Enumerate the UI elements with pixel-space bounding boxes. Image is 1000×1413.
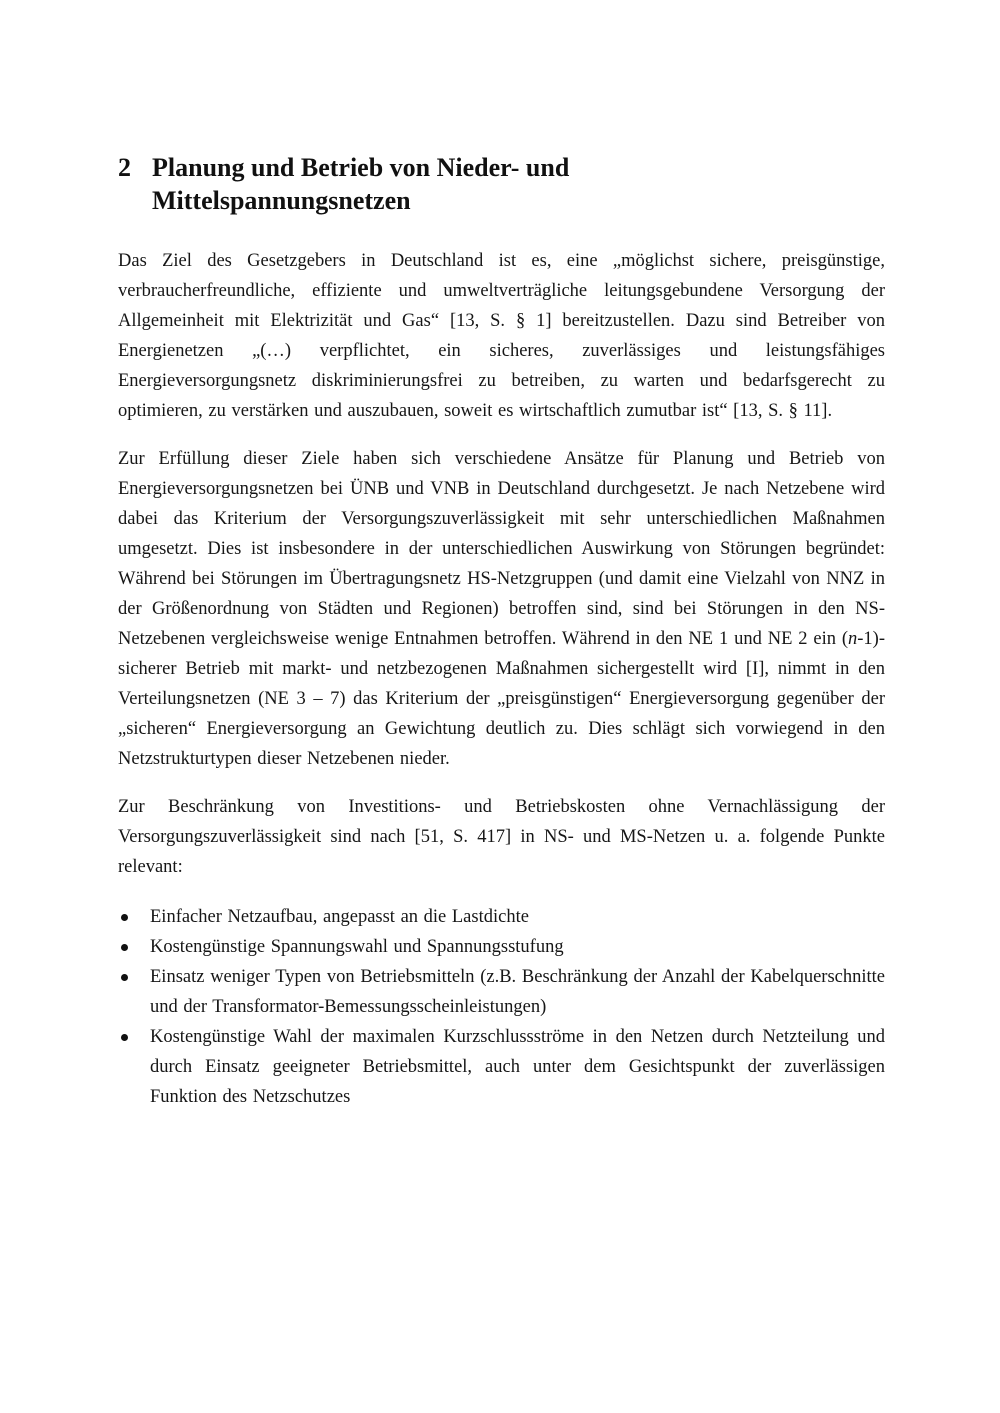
bullet-icon (121, 974, 128, 981)
bullet-text: Einfacher Netzaufbau, angepasst an die Lastdichte (150, 907, 529, 927)
section-title-line1: Planung und Betrieb von Nieder- und (152, 153, 570, 182)
bullet-icon (121, 1034, 128, 1041)
section-heading (118, 151, 885, 217)
bullet-list (118, 902, 885, 1112)
bullet-item-short-circuit-currents (118, 1022, 885, 1112)
bullet-item-network-structure (118, 902, 885, 932)
bullet-icon (121, 914, 128, 921)
bullet-item-equipment-types (118, 962, 885, 1022)
paragraph-cost-limitation: Zur Beschränkung von Investitions- und Betriebskosten ohne Vernachlässigung der Versorgungszuverlässigkeit sind nach [51, S. 417] in NS- und MS-Netzen u. a. folgende Punkte relevant: (118, 797, 885, 877)
bullet-icon (121, 944, 128, 951)
bullet-text: Einsatz weniger Typen von Betriebsmitteln (z.B. Beschränkung der Anzahl der Kabelquerschnitte und der Transformator-Bemessungsscheinleistungen) (150, 967, 885, 1017)
bullet-item-voltage-choice (118, 932, 885, 962)
section-title-line2: Mittelspannungsnetzen (152, 186, 411, 215)
bullet-text: Kostengünstige Spannungswahl und Spannungsstufung (150, 937, 564, 957)
section-number: 2 (118, 153, 131, 182)
bullet-text: Kostengünstige Wahl der maximalen Kurzschlussströme in den Netzen durch Netzteilung und durch Einsatz geeigneter Betriebsmittel, auch unter dem Gesichtspunkt der zuverlässigen Funktion des Netzschutzes (150, 1027, 885, 1107)
section-title (152, 151, 885, 217)
paragraph-planning-approaches: Zur Erfüllung dieser Ziele haben sich verschiedene Ansätze für Planung und Betrieb von Energieversorgungsnetzen bei ÜNB und VNB in Deutschland durchgesetzt. Je nach Netzebene wird dabei das Kriterium der Versorgungszuverlässigkeit mit sehr unterschiedlichen Maßnahmen umgesetzt. Dies ist insbesondere in der unterschiedlichen Auswirkung von Störungen begründet: Während bei Störungen im Übertragungsnetz HS-Netzgruppen (und damit eine Vielzahl von NNZ in der Größenordnung von Städten und Regionen) betroffen sind, sind bei Störungen in den NS-Netzebenen vergleichsweise wenige Entnahmen betroffen. Während in den NE 1 und NE 2 ein (n-1)-sicherer Betrieb mit markt- und netzbezogenen Maßnahmen sichergestellt wird [I], nimmt in den Verteilungsnetzen (NE 3 – 7) das Kriterium der „preisgünstigen“ Energieversorgung gegenüber der „sicheren“ Energieversorgung an Gewichtung deutlich zu. Dies schlägt sich vorwiegend in den Netzstrukturtypen dieser Netzebenen nieder. (118, 449, 885, 769)
paragraph-goal-of-legislator: Das Ziel des Gesetzgebers in Deutschland ist es, eine „möglichst sichere, preisgünstige, verbraucherfreundliche, effiziente und umweltverträgliche leitungsgebundene Versorgung der Allgemeinheit mit Elektrizität und Gas“ [13, S. § 1] bereitzustellen. Dazu sind Betreiber von Energienetzen „(…) verpflichtet, ein sicheres, zuverlässiges und leistungsfähiges Energieversorgungsnetz diskriminierungsfrei zu betreiben, zu warten und bedarfsgerecht zu optimieren, zu verstärken und auszubauen, soweit es wirtschaftlich zumutbar ist“ [13, S. § 11]. (118, 251, 885, 421)
